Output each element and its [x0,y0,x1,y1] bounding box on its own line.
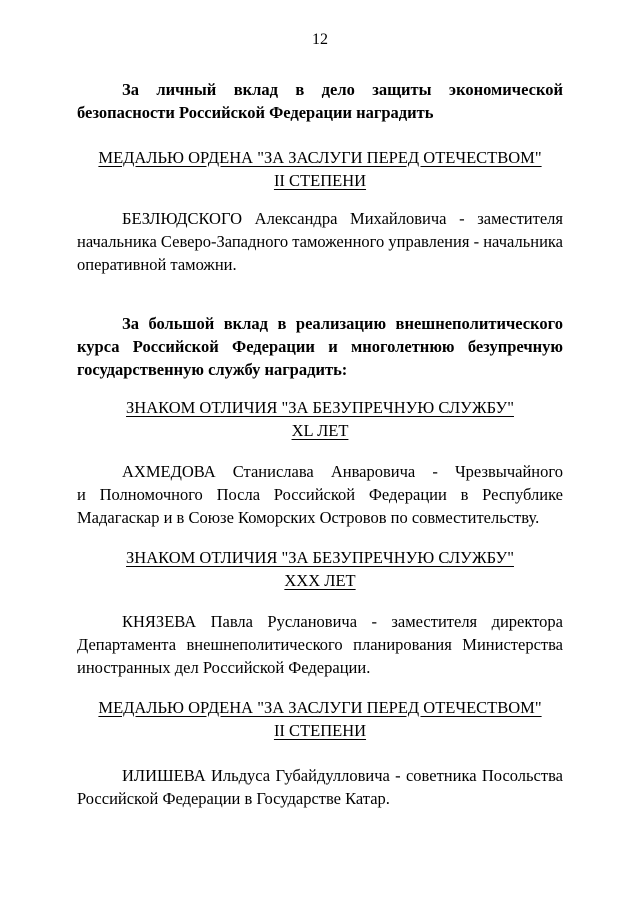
award-title-line-1: ЗНАКОМ ОТЛИЧИЯ "ЗА БЕЗУПРЕЧНУЮ СЛУЖБУ" [126,398,514,417]
award-title-line-2: XXX ЛЕТ [284,571,356,590]
award-reason-1 [77,78,563,124]
recipient-line-2: Российской Федерации в Государстве Катар. [77,789,390,808]
award-reason-2 [77,312,563,381]
award-title-order-medal-2 [0,696,640,742]
award-title-line-1: МЕДАЛЬЮ ОРДЕНА "ЗА ЗАСЛУГИ ПЕРЕД ОТЕЧЕСТВОМ" [98,698,542,717]
recipient-knyazev [77,610,563,679]
recipient-line-2: Департамента внешнеполитического планирования Министерства [77,635,563,654]
recipient-line-3: Мадагаскар и в Союзе Коморских Островов по совместительству. [77,508,540,527]
award-reason-2-line-1: За большой вклад в реализацию внешнеполитического [122,314,563,333]
award-title-line-2: II СТЕПЕНИ [273,721,367,740]
page-number: 12 [312,31,328,48]
recipient-line-2: начальника Северо-Западного таможенного управления - начальника [77,232,563,251]
award-reason-2-line-3: государственную службу наградить: [77,360,348,379]
award-title-service-badge-40 [0,396,640,442]
award-title-line-2: XL ЛЕТ [291,421,349,440]
recipient-line-1: КНЯЗЕВА Павла Руслановича - заместителя директора [122,612,563,631]
recipient-ilishev [77,764,563,810]
recipient-line-3: оперативной таможни. [77,255,237,274]
recipient-line-1: БЕЗЛЮДСКОГО Александра Михайловича - заместителя [122,209,563,228]
award-title-line-1: МЕДАЛЬЮ ОРДЕНА "ЗА ЗАСЛУГИ ПЕРЕД ОТЕЧЕСТВОМ" [98,148,542,167]
award-title-line-2: II СТЕПЕНИ [273,171,367,190]
award-title-order-medal-1 [0,146,640,192]
recipient-line-1: ИЛИШЕВА Ильдуса Губайдулловича - советника Посольства [122,766,563,785]
recipient-line-3: иностранных дел Российской Федерации. [77,658,371,677]
award-reason-1-line-2: безопасности Российской Федерации наградить [77,103,434,122]
award-reason-2-line-2: курса Российской Федерации и многолетнюю безупречную [77,337,563,356]
award-reason-1-line-1: За личный вклад в дело защиты экономической [122,80,563,99]
award-title-service-badge-30 [0,546,640,592]
award-title-line-1: ЗНАКОМ ОТЛИЧИЯ "ЗА БЕЗУПРЕЧНУЮ СЛУЖБУ" [126,548,514,567]
recipient-line-2: и Полномочного Посла Российской Федерации в Республике [77,485,563,504]
recipient-akhmedov [77,460,563,529]
recipient-bezlyudsky [77,207,563,276]
recipient-line-1: АХМЕДОВА Станислава Анваровича - Чрезвычайного [122,462,563,481]
